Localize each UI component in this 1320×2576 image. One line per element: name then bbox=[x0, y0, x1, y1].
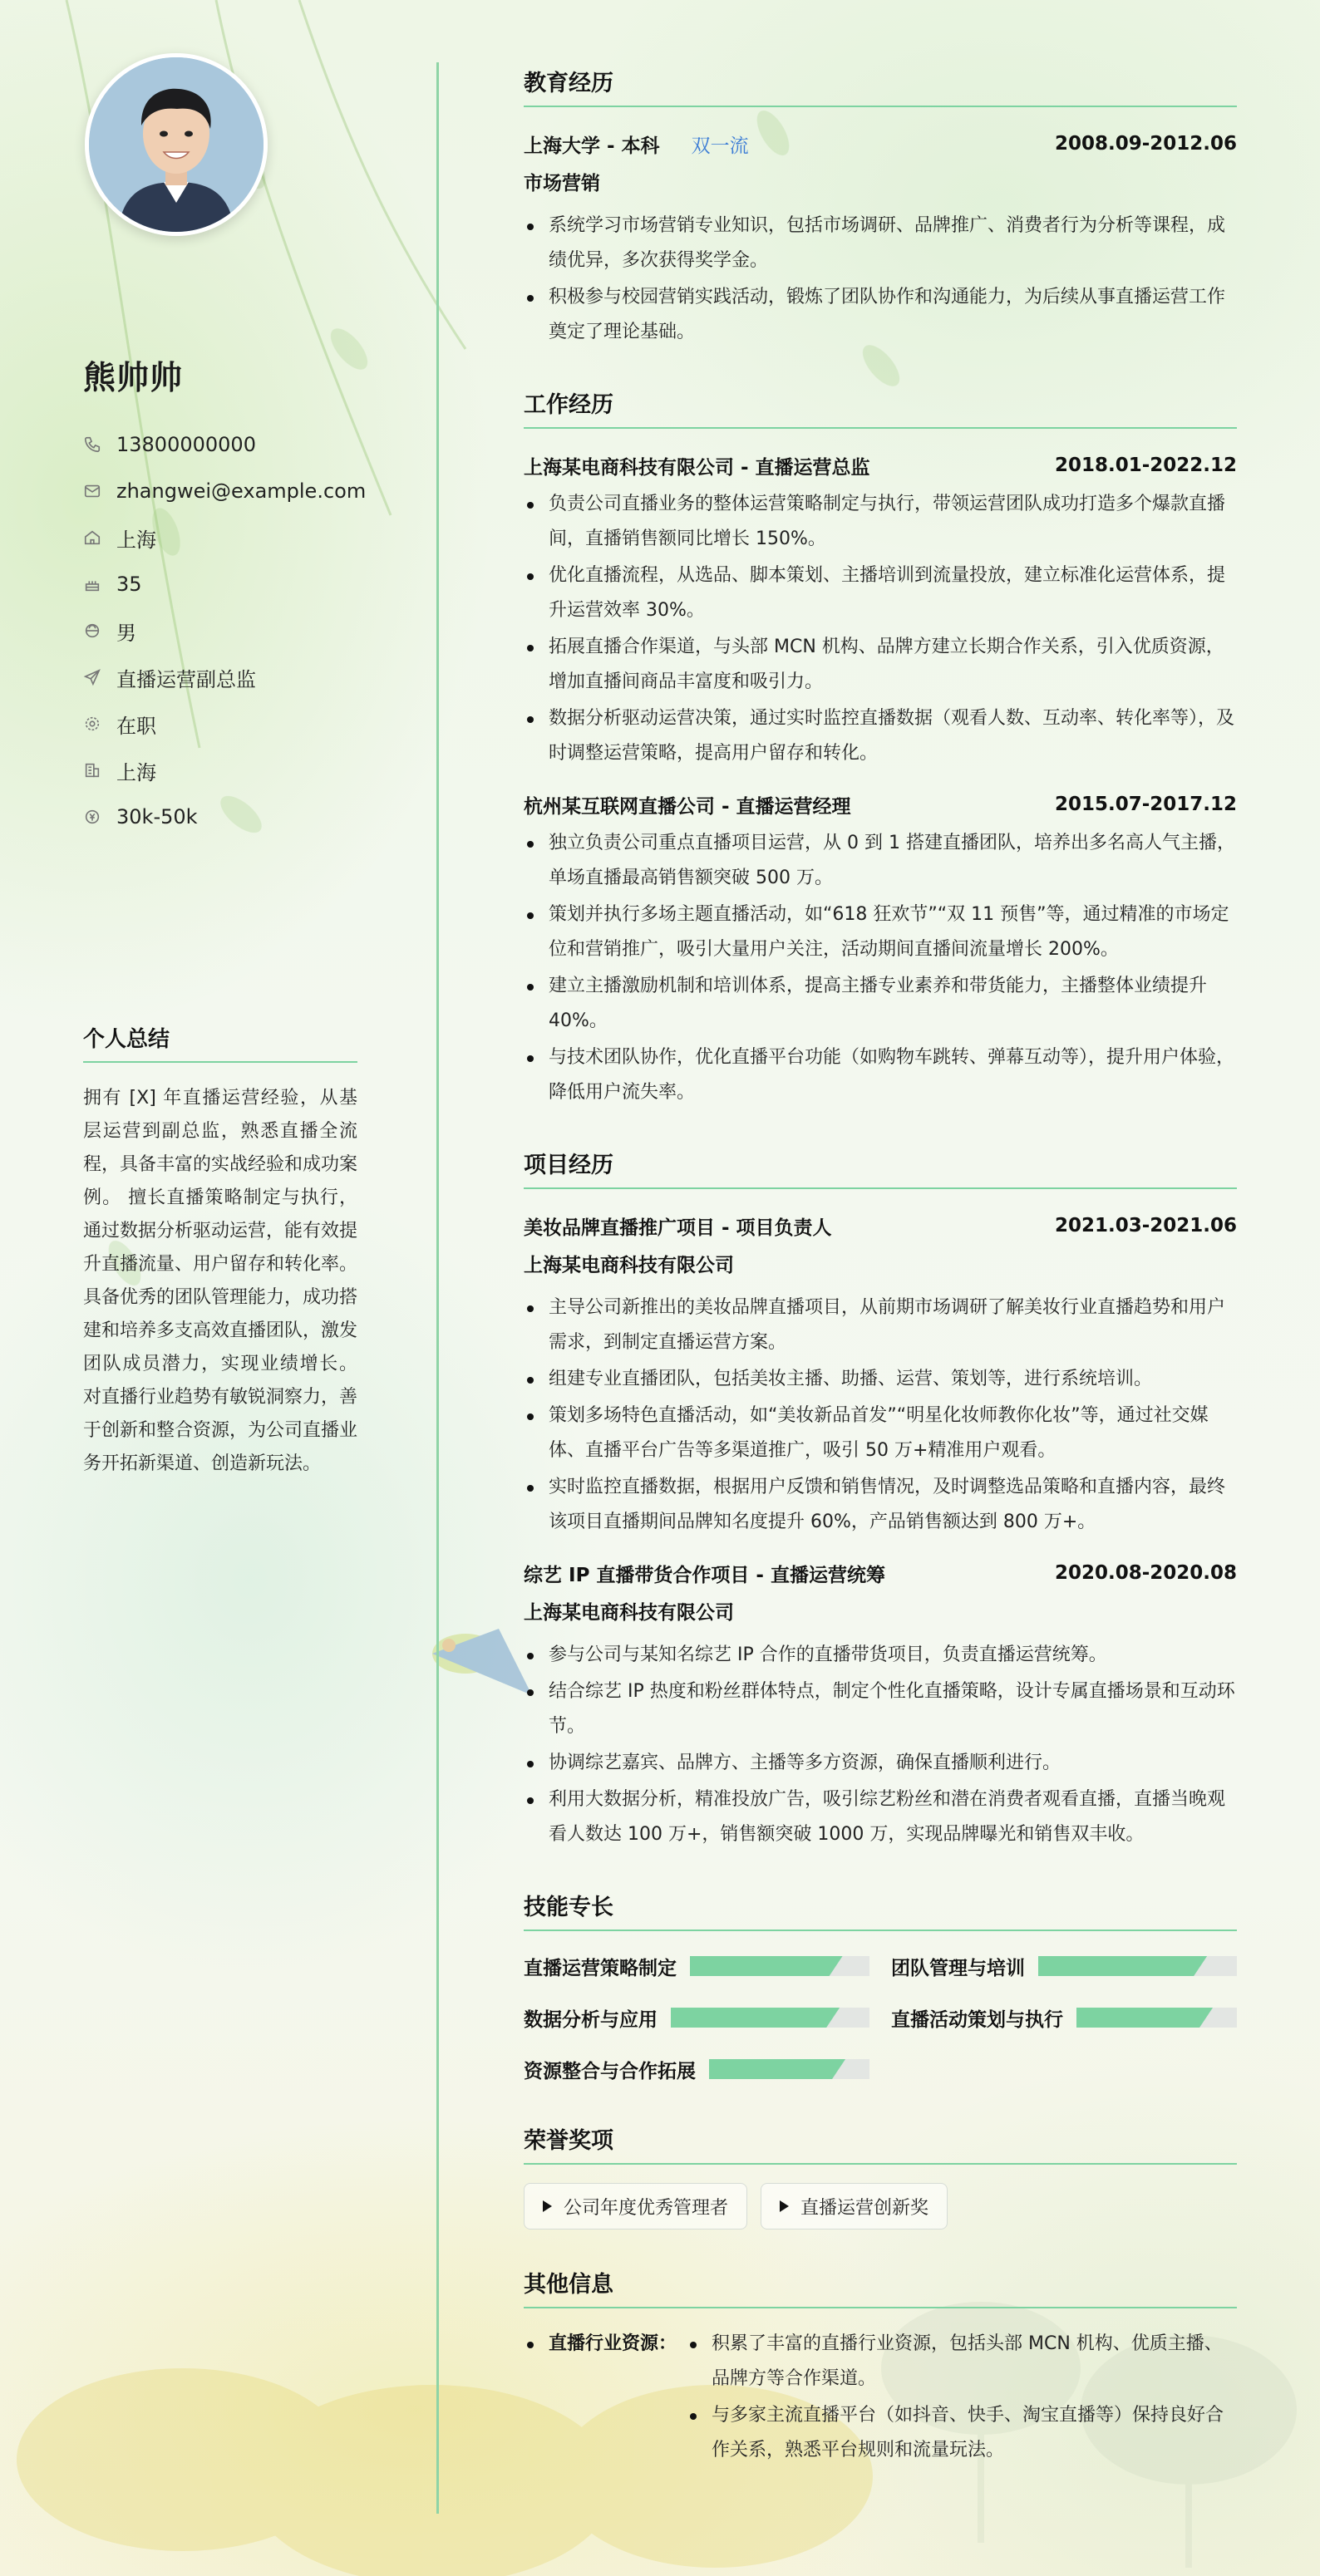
skill-bar bbox=[709, 2059, 869, 2079]
send-icon bbox=[83, 668, 101, 686]
education-title: 教育经历 bbox=[524, 65, 1237, 107]
location-item bbox=[83, 514, 366, 561]
job-company: 杭州某互联网直播公司 - 直播运营经理 bbox=[524, 795, 851, 818]
skill-item bbox=[891, 2001, 1237, 2034]
project-bullets bbox=[524, 1638, 1237, 1852]
position-value: 直播运营副总监 bbox=[116, 667, 256, 691]
project-entry bbox=[524, 1207, 1237, 1540]
list-item: 组建专业直播团队，包括美妆主播、助播、运营、策划等，进行系统培训。 bbox=[524, 1362, 1237, 1397]
salary-icon bbox=[83, 808, 101, 826]
list-item: 数据分析驱动运营决策，通过实时监控直播数据（观看人数、互动率、转化率等），及时调整运营策略，提高用户留存和转化。 bbox=[524, 701, 1237, 771]
skill-name: 资源整合与合作拓展 bbox=[524, 2060, 696, 2082]
list-item: 建立主播激励机制和培训体系，提高主播专业素养和带货能力，主播整体业绩提升 40%。 bbox=[524, 969, 1237, 1039]
list-item: 与多家主流直播平台（如抖音、快手、淘宝直播等）保持良好合作关系，熟悉平台规则和流量玩法。 bbox=[687, 2398, 1237, 2468]
gender-icon bbox=[83, 622, 101, 640]
building-icon bbox=[83, 761, 101, 779]
skill-bar bbox=[1038, 1956, 1237, 1976]
phone-icon bbox=[83, 435, 101, 454]
candidate-name: 熊帅帅 bbox=[83, 360, 184, 397]
project-header bbox=[524, 1207, 1237, 1244]
list-item: 策划并执行多场主题直播活动，如“618 狂欢节”“双 11 预售”等，通过精准的市场定位和营销推广，吸引大量用户关注，活动期间直播间流量增长 200%。 bbox=[524, 897, 1237, 967]
skill-item bbox=[891, 1949, 1237, 1983]
school-tag: 双一流 bbox=[691, 135, 749, 157]
list-item: 策划多场特色直播活动，如“美妆新品首发”“明星化妆师教你化妆”等，通过社交媒体、直播平台广告等多渠道推广，吸引 50 万+精准用户观看。 bbox=[524, 1399, 1237, 1468]
project-company: 上海某电商科技有限公司 bbox=[524, 1602, 734, 1624]
skill-item bbox=[524, 2052, 869, 2086]
home-icon bbox=[83, 528, 101, 547]
list-item: 拓展直播合作渠道，与头部 MCN 机构、品牌方建立长期合作关系，引入优质资源，增加直播间商品丰富度和吸引力。 bbox=[524, 630, 1237, 700]
job-bullets bbox=[524, 487, 1237, 771]
salary-value: 30k-50k bbox=[116, 805, 198, 828]
cake-icon bbox=[83, 575, 101, 593]
job-header bbox=[524, 447, 1237, 484]
main-content bbox=[524, 65, 1237, 2506]
education-date: 2008.09-2012.06 bbox=[1054, 133, 1237, 155]
education-bullets bbox=[524, 209, 1237, 350]
skills-grid bbox=[524, 1949, 1237, 2086]
award-label: 公司年度优秀管理者 bbox=[564, 2197, 729, 2219]
skill-fill bbox=[709, 2059, 845, 2079]
award-label: 直播运营创新奖 bbox=[800, 2197, 929, 2219]
other-section bbox=[524, 2266, 1237, 2470]
job-entry bbox=[524, 447, 1237, 771]
job-header bbox=[524, 786, 1237, 823]
skill-name: 团队管理与培训 bbox=[891, 1957, 1025, 1979]
skills-section bbox=[524, 1889, 1237, 2086]
skill-name: 直播运营策略制定 bbox=[524, 1957, 677, 1979]
column-divider bbox=[436, 62, 439, 2514]
job-date: 2015.07-2017.12 bbox=[1054, 794, 1237, 815]
city-item bbox=[83, 747, 366, 794]
gender-value: 男 bbox=[116, 621, 136, 645]
position-item bbox=[83, 654, 366, 701]
list-item: 利用大数据分析，精准投放广告，吸引综艺粉丝和潜在消费者观看直播，直播当晚观看人数达 100 万+，销售额突破 1000 万，实现品牌曝光和销售双丰收。 bbox=[524, 1782, 1237, 1852]
list-item: 负责公司直播业务的整体运营策略制定与执行，带领运营团队成功打造多个爆款直播间，直播销售额同比增长 150%。 bbox=[524, 487, 1237, 557]
avatar-portrait-icon bbox=[89, 57, 264, 232]
list-item: 结合综艺 IP 热度和粉丝群体特点，制定个性化直播策略，设计专属直播场景和互动环节。 bbox=[524, 1674, 1237, 1744]
school-name: 上海大学 - 本科 bbox=[524, 135, 660, 157]
list-item: 系统学习市场营销专业知识，包括市场调研、品牌推广、消费者行为分析等课程，成绩优异，多次获得奖学金。 bbox=[524, 209, 1237, 278]
salary-item bbox=[83, 794, 366, 840]
email-item bbox=[83, 468, 366, 514]
phone-value: 13800000000 bbox=[116, 433, 256, 456]
skill-fill bbox=[1076, 2008, 1213, 2028]
other-row bbox=[524, 2327, 1237, 2470]
list-item: 主导公司新推出的美妆品牌直播项目，从前期市场调研了解美妆行业直播趋势和用户需求，到制定直播运营方案。 bbox=[524, 1290, 1237, 1360]
other-label: 直播行业资源： bbox=[524, 2327, 677, 2470]
skill-name: 直播活动策划与执行 bbox=[891, 2008, 1063, 2031]
gender-item bbox=[83, 607, 366, 654]
list-item: 积极参与校园营销实践活动，锻炼了团队协作和沟通能力，为后续从事直播运营工作奠定了理论基础。 bbox=[524, 280, 1237, 350]
play-triangle-icon bbox=[543, 2200, 552, 2212]
awards-title: 荣誉奖项 bbox=[524, 2122, 1237, 2165]
award-chip bbox=[524, 2183, 747, 2229]
status-icon bbox=[83, 715, 101, 733]
other-title: 其他信息 bbox=[524, 2266, 1237, 2308]
skill-fill bbox=[671, 2008, 840, 2028]
education-major: 市场营销 bbox=[524, 173, 600, 194]
skill-item bbox=[524, 2001, 869, 2034]
skill-fill bbox=[690, 1956, 843, 1976]
project-name: 综艺 IP 直播带货合作项目 - 直播运营统筹 bbox=[524, 1564, 885, 1586]
skill-bar bbox=[1076, 2008, 1237, 2028]
list-item: 与技术团队协作，优化直播平台功能（如购物车跳转、弹幕互动等），提升用户体验，降低用户流失率。 bbox=[524, 1040, 1237, 1110]
list-item: 优化直播流程，从选品、脚本策划、主播培训到流量投放，建立标准化运营体系，提升运营效率 30%。 bbox=[524, 558, 1237, 628]
projects-title: 项目经历 bbox=[524, 1147, 1237, 1189]
list-item: 协调综艺嘉宾、品牌方、主播等多方资源，确保直播顺利进行。 bbox=[524, 1746, 1237, 1781]
skill-bar bbox=[671, 2008, 869, 2028]
play-triangle-icon bbox=[780, 2200, 789, 2212]
project-name: 美妆品牌直播推广项目 - 项目负责人 bbox=[524, 1217, 832, 1239]
job-date: 2018.01-2022.12 bbox=[1054, 455, 1237, 476]
project-bullets bbox=[524, 1290, 1237, 1540]
location-value: 上海 bbox=[116, 528, 156, 552]
work-section bbox=[524, 386, 1237, 1110]
education-section bbox=[524, 65, 1237, 350]
project-company: 上海某电商科技有限公司 bbox=[524, 1255, 734, 1276]
avatar bbox=[85, 53, 268, 236]
job-entry bbox=[524, 786, 1237, 1110]
project-header bbox=[524, 1555, 1237, 1591]
job-bullets bbox=[524, 826, 1237, 1110]
education-header bbox=[524, 125, 1237, 162]
summary-text: 拥有 [X] 年直播运营经验，从基层运营到副总监，熟悉直播全流程，具备丰富的实战经验和成功案例。 擅长直播策略制定与执行，通过数据分析驱动运营，能有效提升直播流量、用户留存和转化率。 具备优秀的团队管理能力，成功搭建和培养多支高效直播团队，激发团队成员潜力，实现业绩增长。 对直播行业趋势有敏锐洞察力，善于创新和整合资源，为公司直播业务开拓新渠道、创造新玩法。 bbox=[83, 1088, 358, 1474]
list-item: 实时监控直播数据，根据用户反馈和销售情况，及时调整选品策略和直播内容，最终该项目直播期间品牌知名度提升 60%，产品销售额达到 800 万+。 bbox=[524, 1470, 1237, 1540]
skill-fill bbox=[1038, 1956, 1207, 1976]
city-value: 上海 bbox=[116, 760, 156, 784]
skill-bar bbox=[690, 1956, 869, 1976]
project-entry bbox=[524, 1555, 1237, 1852]
awards-section bbox=[524, 2122, 1237, 2229]
phone-item bbox=[83, 421, 366, 468]
age-item bbox=[83, 561, 366, 607]
mail-icon bbox=[83, 482, 101, 500]
status-item bbox=[83, 701, 366, 747]
list-item: 参与公司与某知名综艺 IP 合作的直播带货项目，负责直播运营统筹。 bbox=[524, 1638, 1237, 1673]
work-title: 工作经历 bbox=[524, 386, 1237, 429]
projects-section bbox=[524, 1147, 1237, 1852]
job-company: 上海某电商科技有限公司 - 直播运营总监 bbox=[524, 456, 870, 479]
project-date: 2020.08-2020.08 bbox=[1054, 1562, 1237, 1584]
skill-name: 数据分析与应用 bbox=[524, 2008, 658, 2031]
email-value: zhangwei@example.com bbox=[116, 479, 367, 503]
awards-list bbox=[524, 2183, 1237, 2229]
project-date: 2021.03-2021.06 bbox=[1054, 1215, 1237, 1236]
age-value: 35 bbox=[116, 573, 142, 596]
list-item: 积累了丰富的直播行业资源，包括头部 MCN 机构、优质主播、品牌方等合作渠道。 bbox=[687, 2327, 1237, 2397]
contact-info-list bbox=[83, 421, 366, 840]
skill-item bbox=[524, 1949, 869, 1983]
skills-title: 技能专长 bbox=[524, 1889, 1237, 1931]
summary-title: 个人总结 bbox=[83, 1022, 357, 1063]
other-bullets bbox=[687, 2327, 1237, 2470]
status-value: 在职 bbox=[116, 714, 156, 738]
sidebar bbox=[0, 0, 436, 2576]
list-item: 独立负责公司重点直播项目运营，从 0 到 1 搭建直播团队，培养出多名高人气主播，单场直播最高销售额突破 500 万。 bbox=[524, 826, 1237, 896]
award-chip bbox=[761, 2183, 948, 2229]
